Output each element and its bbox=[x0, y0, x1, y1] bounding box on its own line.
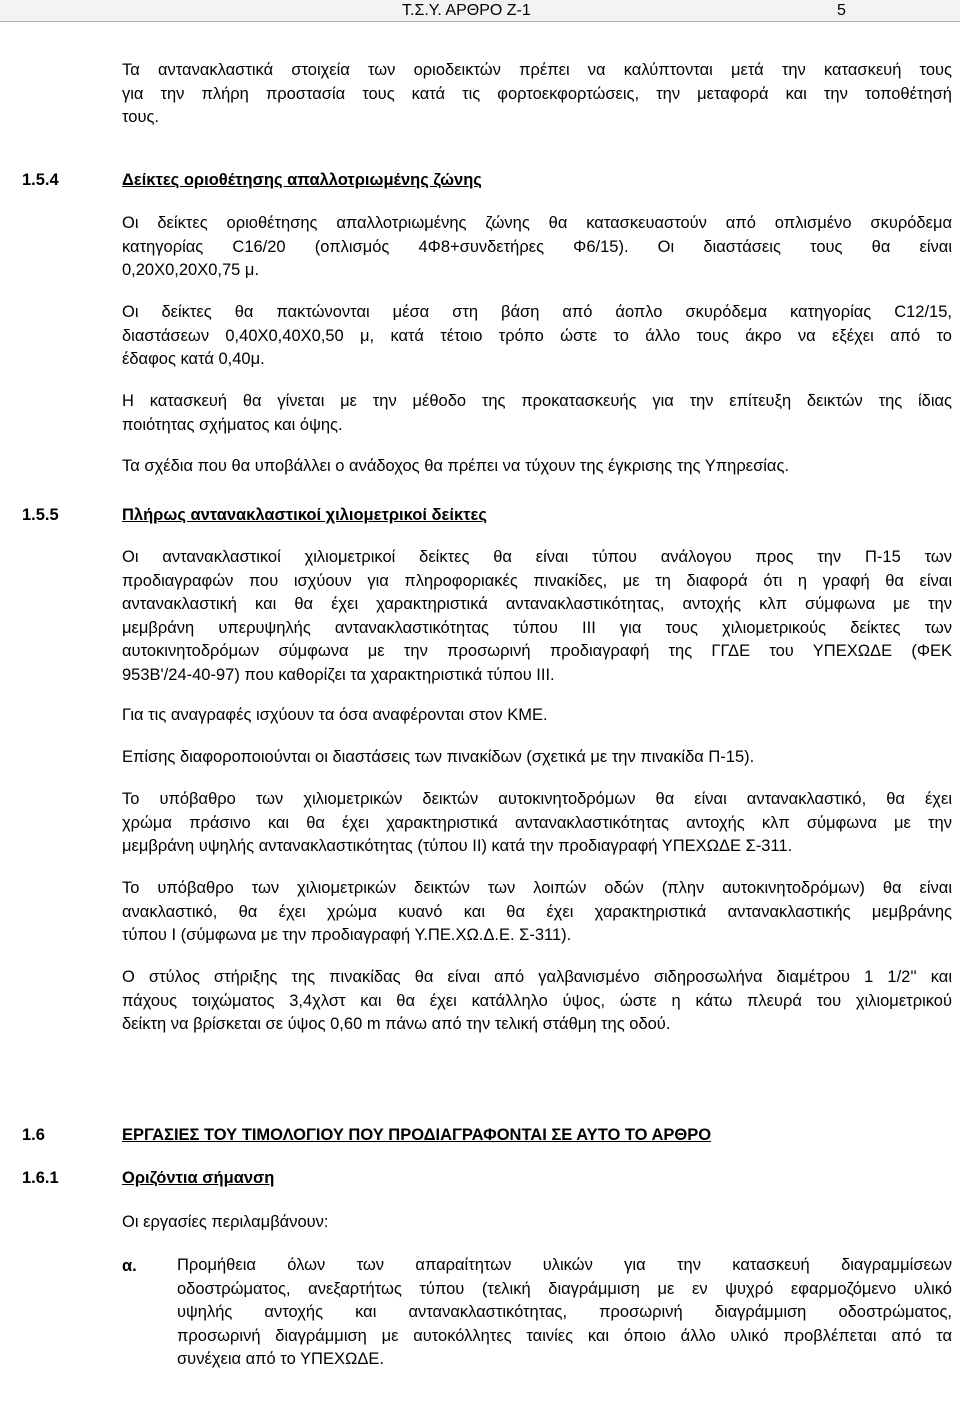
text-line: συνέχεια από το ΥΠΕΧΩΔΕ. bbox=[177, 1350, 384, 1368]
text-line: υψηλής αντοχής και αντανακλαστικότητας, προσωρινή διαγράμμιση οδοστρώματος, bbox=[177, 1303, 952, 1321]
section-number: 1.6 bbox=[22, 1126, 45, 1144]
text-line: έδαφος κατά 0,40μ. bbox=[122, 350, 265, 368]
section-number: 1.5.4 bbox=[22, 171, 59, 189]
text-line: Για τις αναγραφές ισχύουν τα όσα αναφέρονται στον ΚΜΕ. bbox=[122, 706, 548, 724]
page-number: 5 bbox=[837, 2, 846, 19]
text-line: Η κατασκευή θα γίνεται με την μέθοδο της προκατασκευής για την επίτευξη δεικτών της ίδιας bbox=[122, 392, 952, 410]
paragraph bbox=[122, 746, 952, 770]
text-line: Τα σχέδια που θα υποβάλλει ο ανάδοχος θα πρέπει να τύχουν της έγκρισης της Υπηρεσίας. bbox=[122, 457, 790, 475]
subsection-title: Οριζόντια σήμανση bbox=[122, 1169, 275, 1187]
text-line: διαστάσεων 0,40Χ0,40Χ0,50 μ, κατά τέτοιο τρόπο ώστε το άλλο τους άκρο να εξέχει από το bbox=[122, 326, 952, 345]
text-line: Οι αντανακλαστικοί χιλιομετρικοί δείκτες θα είναι τύπου ανάλογου προς την Π-15 των bbox=[122, 548, 952, 566]
text-line: Οι εργασίες περιλαμβάνουν: bbox=[122, 1213, 329, 1231]
paragraph bbox=[122, 212, 952, 283]
text-line: Τα αντανακλαστικά στοιχεία των οριοδεικτών πρέπει να καλύπτονται μετά την κατασκευή τους bbox=[122, 61, 952, 79]
subsection-number: 1.6.1 bbox=[22, 1169, 59, 1187]
text-line: αυτοκινητοδρόμων σύμφωνα με την προσωρινή προδιαγραφή της ΓΓΔΕ του ΥΠΕΧΩΔΕ (ΦΕΚ bbox=[122, 642, 952, 660]
text-line: μεμβράνη υψηλής αντανακλαστικότητας (τύπου ΙΙ) κατά την προδιαγραφή ΥΠΕΧΩΔΕ Σ-311. bbox=[122, 837, 793, 855]
text-line: Επίσης διαφοροποιούνται οι διαστάσεις των πινακίδων (σχετικά με την πινακίδα Π-15). bbox=[122, 748, 755, 766]
section-title: ΕΡΓΑΣΙΕΣ ΤΟΥ ΤΙΜΟΛΟΓΙΟΥ ΠΟΥ ΠΡΟΔΙΑΓΡΑΦΟΝΤΑΙ ΣΕ ΑΥΤΟ ΤΟ ΑΡΘΡΟ bbox=[122, 1126, 712, 1144]
text-line: για την πλήρη προστασία τους κατά τις φορτοεκφορτώσεις, την μεταφορά και την τοποθέτησή bbox=[122, 84, 952, 103]
text-line: δείκτη να βρίσκεται σε ύψος 0,60 m πάνω από την τελική στάθμη της οδού. bbox=[122, 1015, 671, 1033]
paragraph bbox=[122, 966, 952, 1037]
section-title: Πλήρως αντανακλαστικοί χιλιομετρικοί δείκτες bbox=[122, 506, 487, 524]
section-number: 1.5.5 bbox=[22, 506, 59, 524]
intro-paragraph bbox=[122, 59, 952, 130]
text-line: Οι δείκτες θα πακτώνονται μέσα στη βάση από άοπλο σκυρόδεμα κατηγορίας C12/15, bbox=[122, 303, 952, 321]
paragraph bbox=[122, 390, 952, 437]
list-item-text bbox=[177, 1254, 952, 1372]
text-line: χρώμα πράσινο και θα έχει χαρακτηριστικά αντανακλαστικότητας αντοχής κλπ σύμφωνα με την bbox=[122, 813, 952, 832]
text-line: Το υπόβαθρο των χιλιομετρικών δεικτών αυτοκινητοδρόμων θα είναι αντανακλαστικό, θα έχει bbox=[122, 790, 952, 808]
paragraph bbox=[122, 877, 952, 948]
text-line: ανακλαστικό, θα έχει χρώμα κυανό και θα έχει χαρακτηριστικά αντανακλαστικής μεμβράνης bbox=[122, 902, 952, 921]
text-line: Προμήθεια όλων των απαραίτητων υλικών για την κατασκευή διαγραμμίσεων bbox=[177, 1256, 952, 1274]
paragraph bbox=[122, 301, 952, 372]
text-line: 0,20Χ0,20Χ0,75 μ. bbox=[122, 261, 260, 279]
text-line: ποιότητας σχήματος και όψης. bbox=[122, 415, 343, 434]
paragraph bbox=[122, 788, 952, 859]
text-line: πάχους τοιχώματος 3,4χλστ και θα έχει κατάλληλο ύψος, ώστε η κάτω πλευρά του χιλιομετρικού bbox=[122, 991, 952, 1010]
paragraph bbox=[122, 546, 952, 687]
header-title: Τ.Σ.Υ. ΑΡΘΡΟ Ζ-1 bbox=[402, 2, 531, 19]
paragraph bbox=[122, 455, 952, 479]
text-line: Οι δείκτες οριοθέτησης απαλλοτριωμένης ζώνης θα κατασκευαστούν από οπλισμένο σκυρόδεμα bbox=[122, 214, 952, 232]
text-line: κατηγορίας C16/20 (οπλισμός 4Φ8+συνδετήρες Φ6/15). Οι διαστάσεις τους θα είναι bbox=[122, 237, 952, 256]
text-line: προσωρινή διαγράμμιση με αυτοκόλλητες ταινίες και όποιο άλλο υλικό προβλέπεται από τα bbox=[177, 1326, 952, 1345]
text-line: μεμβράνη υπερυψηλής αντανακλαστικότητας τύπου ΙΙΙ για τους χιλιομετρικούς δείκτες των bbox=[122, 618, 952, 637]
text-line: αντανακλαστική και θα έχει χαρακτηριστικά αντανακλαστικότητας, αντοχής κλπ σύμφωνα με την bbox=[122, 595, 952, 613]
list-marker: α. bbox=[122, 1257, 137, 1275]
text-line: οδοστρώματος, ανεξαρτήτως τύπου (τελική διαγράμμιση με εν ψυχρό εφαρμοζόμενο υλικό bbox=[177, 1279, 952, 1298]
paragraph bbox=[122, 1211, 952, 1235]
text-line: Ο στύλος στήριξης της πινακίδας θα είναι από γαλβανισμένο σιδηροσωλήνα διαμέτρου 1 1/2'' και bbox=[122, 968, 952, 986]
page-header bbox=[0, 0, 960, 22]
text-line: τύπου Ι (σύμφωνα με την προδιαγραφή Υ.ΠΕ.ΧΩ.Δ.Ε. Σ-311). bbox=[122, 926, 572, 944]
text-line: Το υπόβαθρο των χιλιομετρικών δεικτών των λοιπών οδών (πλην αυτοκινητοδρόμων) θα είναι bbox=[122, 879, 952, 897]
text-line: 953Β'/24-40-97) που καθορίζει τα χαρακτηριστικά τύπου ΙΙΙ. bbox=[122, 665, 555, 684]
section-title: Δείκτες οριοθέτησης απαλλοτριωμένης ζώνης bbox=[122, 171, 482, 189]
paragraph bbox=[122, 704, 952, 728]
text-line: προδιαγραφών που ισχύουν για πληροφοριακές πινακίδες, με τη διαφορά ότι η γραφή θα είναι bbox=[122, 571, 952, 590]
text-line: τους. bbox=[122, 108, 160, 126]
